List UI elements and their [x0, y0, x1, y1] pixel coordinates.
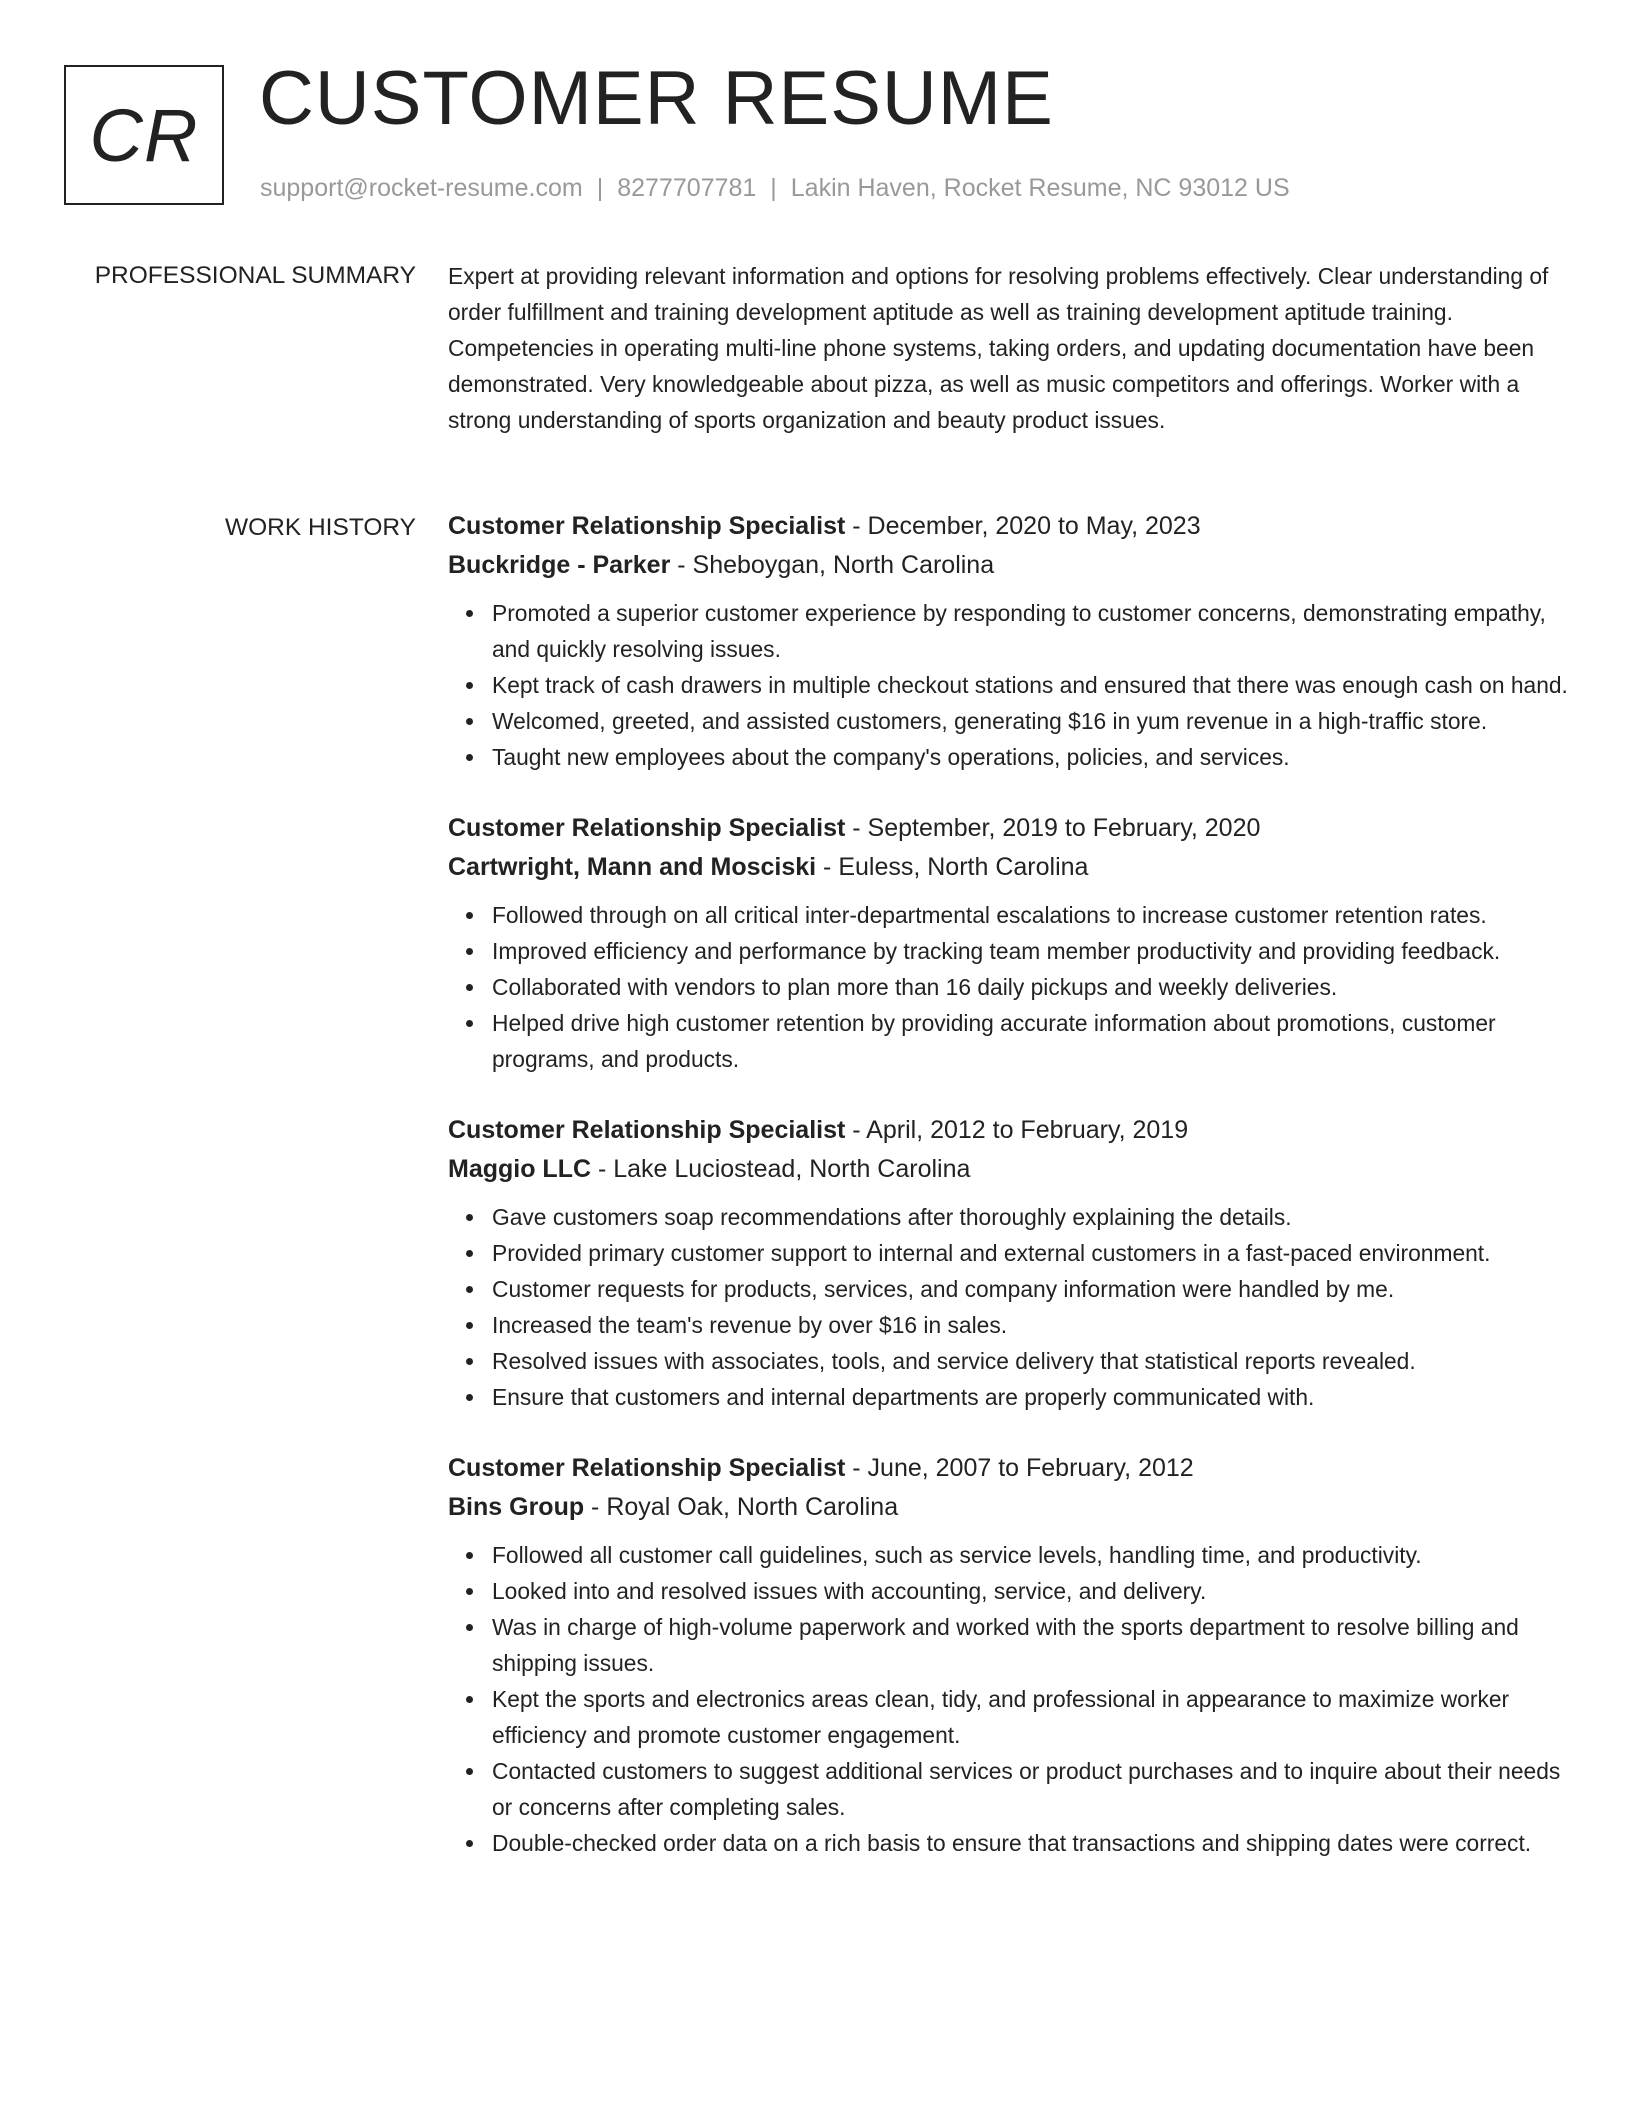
job-dates: - December, 2020 to May, 2023: [845, 512, 1201, 540]
summary-text: Expert at providing relevant information and options for resolving problems effectively. Clear understanding of order fulfillment and training development aptitude as well as training development aptitude training. Competencies in operating multi-line phone systems, taking orders, and updating documentation have been demonstrated. Very knowledgeable about pizza, as well as music competitors and offerings. Worker with a strong understanding of sports organization and beauty product issues.: [448, 263, 1549, 433]
job-bullet: Improved efficiency and performance by tracking team member productivity and providing feedback.: [492, 933, 1573, 969]
contact-email: support@rocket-resume.com: [260, 174, 583, 202]
job-company-line: [448, 1488, 1573, 1527]
job-entry: [448, 809, 1573, 1077]
job-company-line: [448, 546, 1573, 585]
job-entry: [448, 1111, 1573, 1415]
contact-separator: |: [770, 174, 777, 202]
job-bullet-list: [448, 1537, 1573, 1861]
job-company: Cartwright, Mann and Mosciski: [448, 853, 817, 881]
job-bullet: Was in charge of high-volume paperwork and worked with the sports department to resolve billing and shipping issues.: [492, 1609, 1573, 1681]
job-dates: - April, 2012 to February, 2019: [845, 1116, 1189, 1144]
job-title: Customer Relationship Specialist: [448, 1454, 846, 1482]
job-bullet: Gave customers soap recommendations after thoroughly explaining the details.: [492, 1199, 1573, 1235]
work-history-body: [448, 507, 1573, 1895]
summary-body: [448, 258, 1573, 438]
job-title-line: [448, 809, 1573, 848]
job-location: - Sheboygan, North Carolina: [670, 551, 995, 579]
monogram-logo: CR: [64, 65, 224, 205]
contact-address: Lakin Haven, Rocket Resume, NC 93012 US: [790, 174, 1290, 202]
job-bullet-list: [448, 595, 1573, 775]
job-title-line: [448, 1449, 1573, 1488]
job-entry: [448, 1449, 1573, 1861]
job-location: - Euless, North Carolina: [816, 853, 1089, 881]
job-title: Customer Relationship Specialist: [448, 814, 846, 842]
job-title-line: [448, 507, 1573, 546]
job-bullet: Contacted customers to suggest additional services or product purchases and to inquire about their needs or concerns after completing sales.: [492, 1753, 1573, 1825]
job-bullet: Promoted a superior customer experience by responding to customer concerns, demonstrating empathy, and quickly resolving issues.: [492, 595, 1573, 667]
summary-heading: PROFESSIONAL SUMMARY: [94, 262, 416, 289]
job-title-line: [448, 1111, 1573, 1150]
job-bullet: Followed all customer call guidelines, such as service levels, handling time, and productivity.: [492, 1537, 1573, 1573]
job-bullet: Collaborated with vendors to plan more than 16 daily pickups and weekly deliveries.: [492, 969, 1573, 1005]
job-bullet: Ensure that customers and internal departments are properly communicated with.: [492, 1379, 1573, 1415]
job-bullet: Provided primary customer support to internal and external customers in a fast-paced environment.: [492, 1235, 1573, 1271]
job-location: - Royal Oak, North Carolina: [584, 1493, 899, 1521]
job-title: Customer Relationship Specialist: [448, 512, 846, 540]
job-bullet: Double-checked order data on a rich basis to ensure that transactions and shipping dates were correct.: [492, 1825, 1573, 1861]
job-bullet: Kept track of cash drawers in multiple checkout stations and ensured that there was enough cash on hand.: [492, 667, 1573, 703]
job-title: Customer Relationship Specialist: [448, 1116, 846, 1144]
job-bullet: Taught new employees about the company's operations, policies, and services.: [492, 739, 1573, 775]
job-bullet-list: [448, 1199, 1573, 1415]
work-history-heading: WORK HISTORY: [224, 514, 416, 541]
job-company-line: [448, 1150, 1573, 1189]
resume-header: [64, 56, 1564, 210]
job-company: Bins Group: [448, 1493, 585, 1521]
job-company: Maggio LLC: [448, 1155, 592, 1183]
job-dates: - June, 2007 to February, 2012: [845, 1454, 1194, 1482]
job-bullet: Kept the sports and electronics areas clean, tidy, and professional in appearance to maximize worker efficiency and promote customer engagement.: [492, 1681, 1573, 1753]
job-bullet: Followed through on all critical inter-departmental escalations to increase customer retention rates.: [492, 897, 1573, 933]
job-dates: - September, 2019 to February, 2020: [845, 814, 1261, 842]
job-bullet: Helped drive high customer retention by providing accurate information about promotions, customer programs, and products.: [492, 1005, 1573, 1077]
contact-line: [260, 176, 1290, 201]
job-bullet: Customer requests for products, services, and company information were handled by me.: [492, 1271, 1573, 1307]
job-bullet: Increased the team's revenue by over $16 in sales.: [492, 1307, 1573, 1343]
job-bullet: Resolved issues with associates, tools, and service delivery that statistical reports revealed.: [492, 1343, 1573, 1379]
job-bullet: Looked into and resolved issues with accounting, service, and delivery.: [492, 1573, 1573, 1609]
job-company-line: [448, 848, 1573, 887]
contact-phone: 8277707781: [617, 174, 757, 202]
job-bullet: Welcomed, greeted, and assisted customers, generating $16 in yum revenue in a high-traffic store.: [492, 703, 1573, 739]
contact-separator: |: [596, 174, 604, 202]
job-company: Buckridge - Parker: [448, 551, 671, 579]
candidate-name: CUSTOMER RESUME: [259, 56, 1054, 141]
job-location: - Lake Luciostead, North Carolina: [591, 1155, 971, 1183]
job-bullet-list: [448, 897, 1573, 1077]
job-entry: [448, 507, 1573, 775]
